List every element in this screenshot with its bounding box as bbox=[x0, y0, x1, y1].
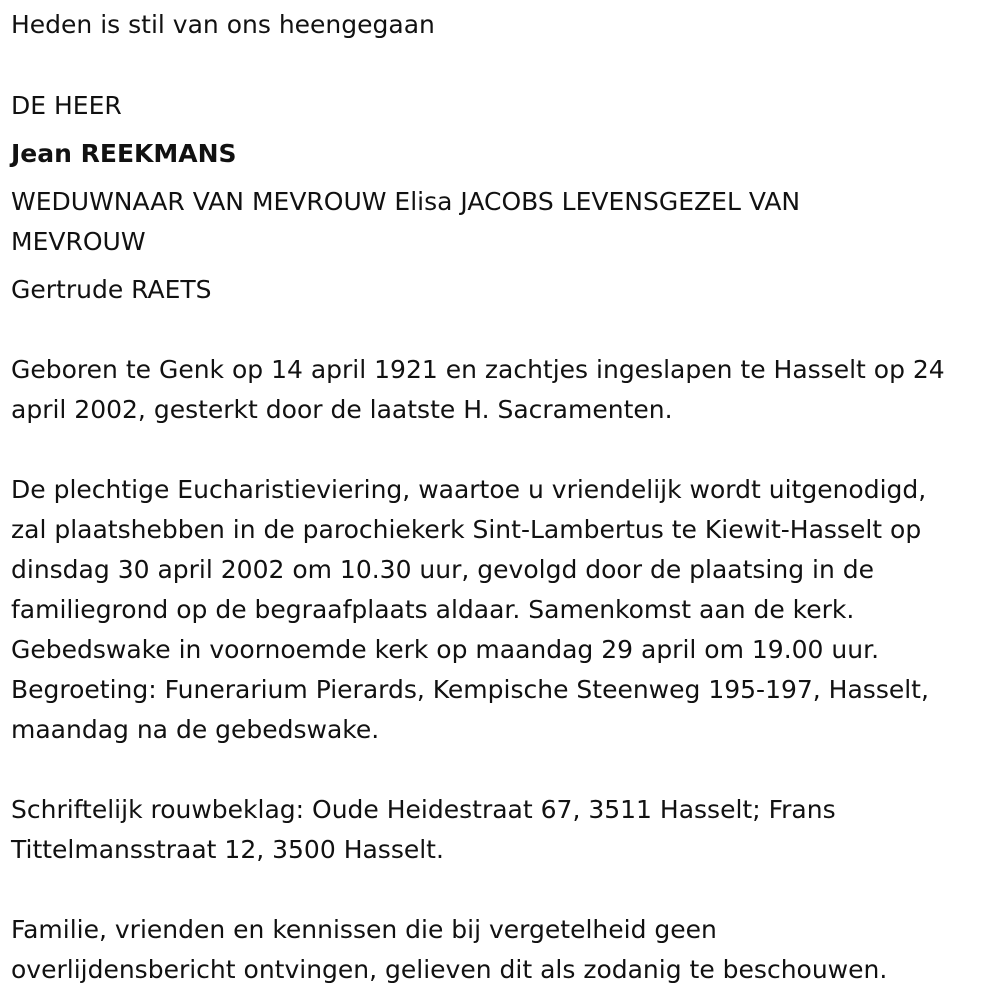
relation-paragraph bbox=[11, 182, 800, 262]
ceremony-line: Gebedswake in voornoemde kerk op maandag 29 april om 19.00 uur. bbox=[11, 635, 880, 664]
honorific-title: DE HEER bbox=[11, 91, 122, 120]
condolence-paragraph bbox=[11, 790, 836, 870]
family-line: Familie, vrienden en kennissen die bij vergetelheid geen bbox=[11, 915, 717, 944]
family-paragraph bbox=[11, 910, 887, 990]
birth-line: Geboren te Genk op 14 april 1921 en zachtjes ingeslapen te Hasselt op 24 bbox=[11, 355, 945, 384]
condolence-line: Tittelmansstraat 12, 3500 Hasselt. bbox=[11, 835, 444, 864]
ceremony-line: zal plaatshebben in de parochiekerk Sint-Lambertus te Kiewit-Hasselt op bbox=[11, 515, 922, 544]
birth-paragraph bbox=[11, 350, 945, 430]
relation-line: WEDUWNAAR VAN MEVROUW Elisa JACOBS LEVENSGEZEL VAN bbox=[11, 187, 801, 216]
ceremony-line: Begroeting: Funerarium Pierards, Kempische Steenweg 195-197, Hasselt, bbox=[11, 675, 929, 704]
ceremony-line: familiegrond op de begraafplaats aldaar. Samenkomst aan de kerk. bbox=[11, 595, 855, 624]
condolence-line: Schriftelijk rouwbeklag: Oude Heidestraat 67, 3511 Hasselt; Frans bbox=[11, 795, 836, 824]
ceremony-line: maandag na de gebedswake. bbox=[11, 715, 380, 744]
family-line: overlijdensbericht ontvingen, gelieven dit als zodanig te beschouwen. bbox=[11, 955, 888, 984]
intro-text: Heden is stil van ons heengegaan bbox=[11, 10, 435, 39]
ceremony-line: De plechtige Eucharistieviering, waartoe u vriendelijk wordt uitgenodigd, bbox=[11, 475, 927, 504]
ceremony-line: dinsdag 30 april 2002 om 10.30 uur, gevolgd door de plaatsing in de bbox=[11, 555, 875, 584]
relation-line: MEVROUW bbox=[11, 227, 146, 256]
partner-name: Gertrude RAETS bbox=[11, 275, 212, 304]
deceased-name: Jean REEKMANS bbox=[11, 139, 237, 168]
ceremony-paragraph bbox=[11, 470, 929, 750]
birth-line: april 2002, gesterkt door de laatste H. Sacramenten. bbox=[11, 395, 673, 424]
